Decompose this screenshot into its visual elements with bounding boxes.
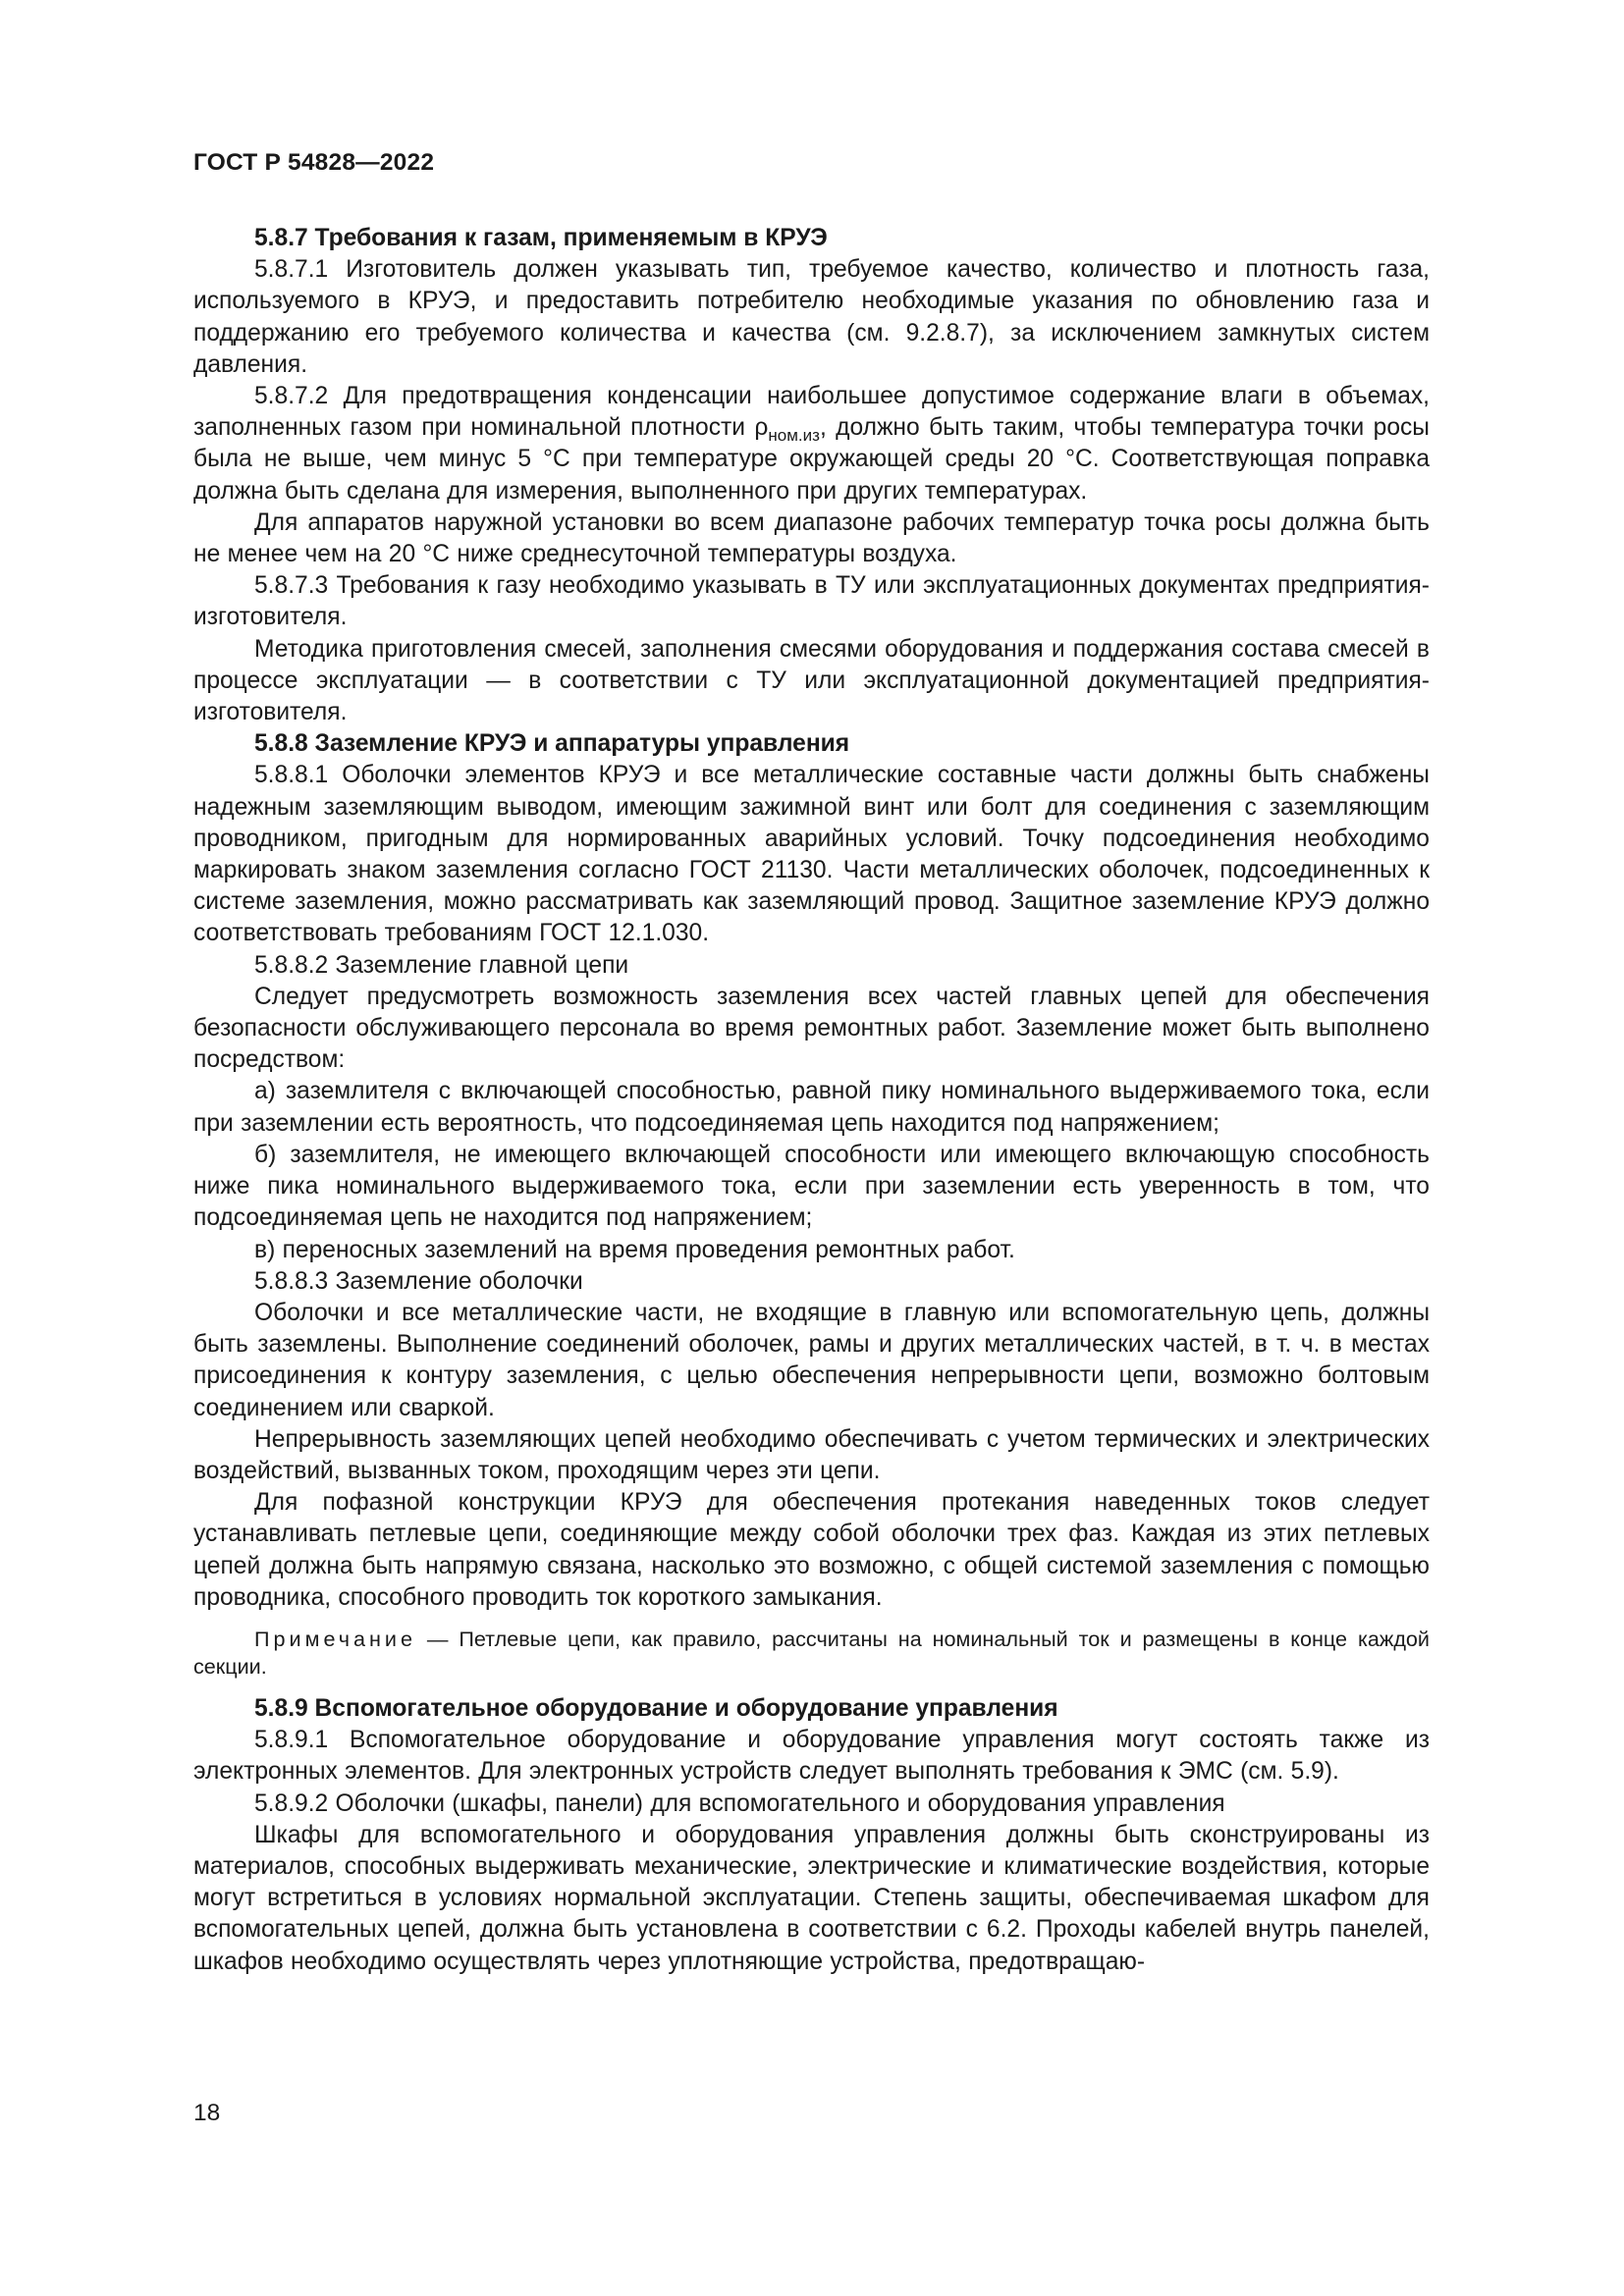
page-number: 18	[193, 2100, 221, 2126]
paragraph-gas-mixtures: Методика приготовления смесей, заполнения смесями оборудования и поддержания состава смесей в процессе эксплуатации — в соответствии с ТУ или эксплуатационной документацией предприятия-изготовителя.	[193, 635, 1430, 726]
note-text: — Петлевые цепи, как правило, рассчитаны на номинальный ток и размещены в конце каждой секции.	[193, 1626, 1430, 1680]
document-header-code: ГОСТ Р 54828—2022	[193, 149, 435, 176]
paragraph-5-8-9-1: 5.8.9.1 Вспомогательное оборудование и оборудование управления могут состоять также из электронных элементов. Для электронных устройств следует выполнять требования к ЭМС (см. 5.9).	[193, 1727, 1430, 1786]
paragraph-enclosure-earthing: Оболочки и все металлические части, не входящие в главную или вспомогательную цепь, должны быть заземлены. Выполнение соединений оболочек, рамы и других металлических частей, в т. ч. в местах присоединения к контуру заземления, с целью обеспечения непрерывности цепи, возможно болтовым соединением или сваркой.	[193, 1299, 1430, 1421]
paragraph-control-cabinets: Шкафы для вспомогательного и оборудования управления должны быть сконструированы из материалов, способных выдерживать механические, электрические и климатические воздействия, которые могут встретиться в условиях нормальной эксплуатации. Степень защиты, обеспечиваемая шкафом для вспомогательных цепей, должна быть установлена в соответствии с 6.2. Проходы кабелей внутрь панелей, шкафов необходимо осуществлять через уплотняющие устройства, предотвращаю-	[193, 1821, 1430, 1975]
paragraph-5-8-7-3: 5.8.7.3 Требования к газу необходимо указывать в ТУ или эксплуатационных документах предприятия-изготовителя.	[193, 572, 1430, 631]
section-heading-5-8-7: 5.8.7 Требования к газам, применяемым в КРУЭ	[254, 225, 828, 251]
note	[193, 1626, 1430, 1682]
paragraph-main-circuit-earthing: Следует предусмотреть возможность заземления всех частей главных цепей для обеспечения безопасности обслуживающего персонала во время ремонтных работ. Заземление может быть выполнено посредством:	[193, 983, 1430, 1074]
note-label: Примечание	[254, 1626, 416, 1651]
document-body	[193, 223, 1430, 1978]
paragraph-5-8-7-2-end: , должно быть таким, чтобы температура точки росы была не выше, чем минус 5 °С при температуре окружающей среды 20 °С. Соответствующая поправка должна быть сделана для измерения, выполненного при других температурах.	[193, 414, 1430, 505]
list-item-b: б) заземлителя, не имеющего включающей способности или имеющего включающую способность ниже пика номинального выдерживаемого тока, если при заземлении есть уверенность в том, что подсоединяемая цепь не находится под напряжением;	[193, 1141, 1430, 1232]
density-subscript: ном.из	[768, 426, 820, 446]
list-item-c: в) переносных заземлений на время проведения ремонтных работ.	[254, 1236, 1015, 1263]
section-heading-5-8-8: 5.8.8 Заземление КРУЭ и аппаратуры управления	[254, 730, 850, 758]
section-heading-5-8-9: 5.8.9 Вспомогательное оборудование и оборудование управления	[254, 1694, 1058, 1722]
paragraph-outdoor-dew-point: Для аппаратов наружной установки во всем диапазоне рабочих температур точка росы должна быть не менее чем на 20 °С ниже среднесуточной температуры воздуха.	[193, 508, 1430, 568]
paragraph-5-8-7-2	[193, 381, 1430, 507]
paragraph-5-8-9-2: 5.8.9.2 Оболочки (шкафы, панели) для вспомогательного и оборудования управления	[254, 1789, 1225, 1817]
paragraph-5-8-7-1: 5.8.7.1 Изготовитель должен указывать тип, требуемое качество, количество и плотность газа, используемого в КРУЭ, и предоставить потребителю необходимые указания по обновлению газа и поддержанию его требуемого количества и качества (см. 9.2.8.7), за исключением замкнутых систем давления.	[193, 256, 1430, 378]
paragraph-earthing-continuity: Непрерывность заземляющих цепей необходимо обеспечивать с учетом термических и электрических воздействий, вызванных током, проходящим через эти цепи.	[193, 1425, 1430, 1484]
paragraph-5-8-8-1: 5.8.8.1 Оболочки элементов КРУЭ и все металлические составные части должны быть снабжены надежным заземляющим выводом, имеющим зажимной винт или болт для соединения с заземляющим проводником, пригодным для нормированных аварийных условий. Точку подсоединения необходимо маркировать знаком заземления согласно ГОСТ 21130. Части металлических оболочек, подсоединенных к системе заземления, можно рассматривать как заземляющий провод. Защитное заземление КРУЭ должно соответствовать требованиям ГОСТ 12.1.030.	[193, 762, 1430, 947]
paragraph-phase-loops: Для пофазной конструкции КРУЭ для обеспечения протекания наведенных токов следует устанавливать петлевые цепи, соединяющие между собой оболочки трех фаз. Каждая из этих петлевых цепей должна быть напрямую связана, насколько это возможно, с общей системой заземления с помощью проводника, способного проводить ток короткого замыкания.	[193, 1489, 1430, 1611]
paragraph-5-8-7-2-start: 5.8.7.2 Для предотвращения конденсации наибольшее допустимое содержание влаги в объемах, заполненных газом при номинальной плотности ρ	[193, 383, 1430, 442]
paragraph-5-8-8-2: 5.8.8.2 Заземление главной цепи	[254, 951, 629, 979]
paragraph-5-8-8-3: 5.8.8.3 Заземление оболочки	[254, 1267, 583, 1295]
list-item-a: а) заземлителя с включающей способностью, равной пику номинального выдерживаемого тока, если при заземлении есть вероятность, что подсоединяемая цепь находится под напряжением;	[193, 1078, 1430, 1137]
